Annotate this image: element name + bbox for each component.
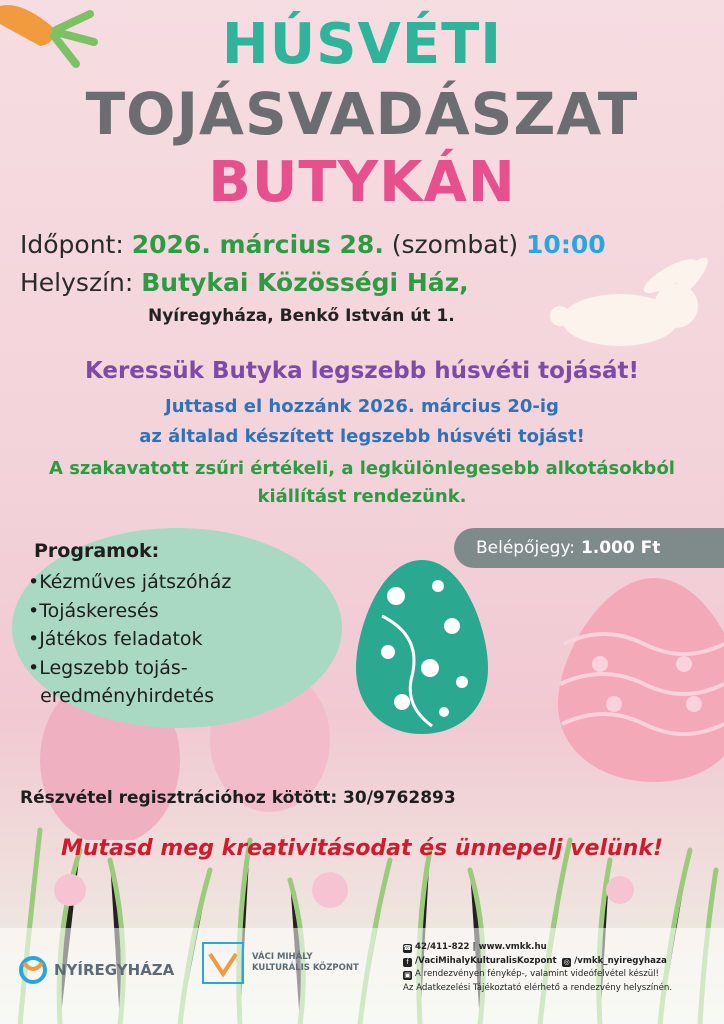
programs-list [28, 568, 231, 711]
ticket-price: 1.000 Ft [580, 538, 661, 558]
event-place: Butykai Közösségi Ház, [141, 268, 469, 297]
vmkk-logo-line1: VÁCI MIHÁLY [252, 952, 313, 962]
contact-block [403, 941, 672, 995]
title-line-2: TOJÁSVADÁSZAT [85, 80, 639, 148]
instagram-icon: ◎ [563, 957, 570, 966]
program-item: •Tojáskeresés [28, 599, 159, 622]
place-row [20, 268, 469, 297]
phone-icon: ☎ [403, 944, 412, 952]
program-item: •Legszebb tojás- [28, 656, 188, 679]
title-line-1: HÚSVÉTI [221, 12, 503, 77]
photo-notice: A rendezvényen fénykép-, valamint videófelvétel készül! [415, 969, 659, 979]
contest-line-3: A szakavatott zsűri értékeli, a legkülönlegesebb alkotásokból [49, 458, 675, 479]
contest-line-4: kiállítást rendezünk. [257, 486, 467, 507]
title-line-3: BUTYKÁN [208, 150, 516, 215]
phone-web: 42/411-822 | www.vmkk.hu [415, 942, 547, 952]
teal-egg-illustration [352, 556, 492, 736]
event-day: (szombat) [391, 230, 519, 259]
time-label: Időpont: [20, 230, 124, 259]
privacy-notice: Az Adatkezelési Tájékoztató elérhető a rendezvény helyszínén. [403, 982, 673, 993]
programs-heading: Programok: [34, 540, 160, 562]
ticket-label: Belépőjegy: [476, 538, 576, 558]
event-hour: 10:00 [526, 230, 606, 259]
instagram-handle[interactable]: /vmkk_nyiregyhaza [574, 955, 667, 966]
ticket-badge [454, 528, 724, 568]
vmkk-logo-icon [200, 940, 246, 986]
nyiregyhaza-logo [18, 955, 174, 985]
contest-headline: Keressük Butyka legszebb húsvéti tojását! [84, 358, 640, 384]
vmkk-logo [200, 940, 359, 986]
city-logo-icon [18, 955, 48, 985]
city-logo-text: NYÍREGYHÁZA [54, 961, 175, 979]
facebook-handle[interactable]: /VaciMihalyKulturalisKozpont [415, 955, 557, 966]
camera-icon: ▣ [404, 971, 411, 979]
bunny-icon [540, 258, 720, 350]
event-address: Nyíregyháza, Benkő István út 1. [148, 306, 455, 326]
program-item: eredményhirdetés [28, 685, 214, 707]
contest-line-2: az általad készített legszebb húsvéti tojást! [139, 426, 585, 447]
place-label: Helyszín: [20, 268, 134, 297]
contest-line-1: Juttasd el hozzánk 2026. március 20-ig [165, 396, 559, 417]
slogan: Mutasd meg kreativitásodat és ünnepelj velünk! [61, 836, 663, 861]
vmkk-logo-line2: KULTURÁLIS KÖZPONT [252, 963, 359, 973]
event-date: 2026. március 28. [131, 230, 384, 259]
registration-note: Részvétel regisztrációhoz kötött: 30/9762893 [20, 788, 456, 808]
time-row [20, 230, 606, 259]
program-item: •Játékos feladatok [28, 628, 203, 650]
program-item: •Kézműves játszóház [28, 571, 232, 593]
facebook-icon: f [403, 958, 412, 967]
